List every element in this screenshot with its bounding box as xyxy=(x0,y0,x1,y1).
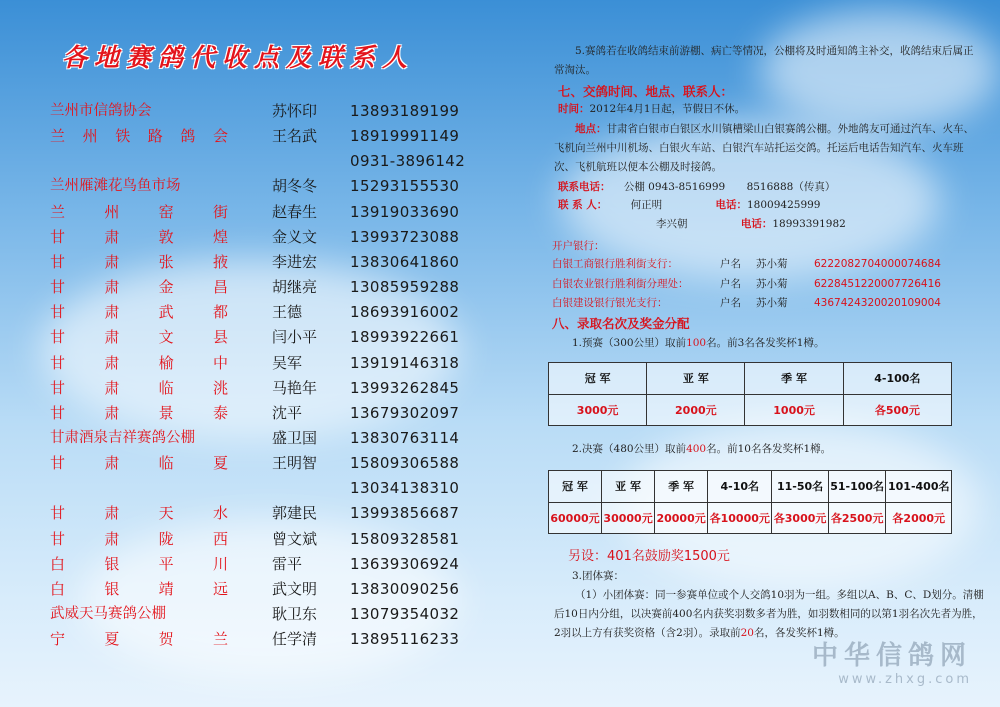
place-char: 景 xyxy=(158,403,174,422)
contact-phone: 13895116233 xyxy=(350,630,460,649)
contact-place xyxy=(50,376,228,401)
contact-place xyxy=(50,250,228,275)
site-watermark xyxy=(812,635,972,687)
place-char: 街 xyxy=(212,202,228,221)
place-char: 临 xyxy=(158,378,174,397)
place-char: 文 xyxy=(158,328,174,347)
contact-place xyxy=(50,451,228,476)
contact-line-1 xyxy=(558,196,988,215)
contact-1-phone-label: 电话： xyxy=(715,199,747,211)
phone-office: 公棚 0943-8516999 xyxy=(623,181,726,193)
contact-row xyxy=(50,577,490,602)
contact-person: 雷平 xyxy=(272,554,303,573)
place-char: 远 xyxy=(212,579,228,598)
contact-person: 郭建民 xyxy=(272,504,318,523)
contact-phone: 13830641860 xyxy=(350,252,460,271)
contact-place xyxy=(50,300,228,325)
contact-row xyxy=(50,426,490,451)
place-char: 敦 xyxy=(158,227,174,246)
place-char: 甘 xyxy=(50,278,66,297)
team-rules-count: 20 xyxy=(740,627,754,639)
prize-header-cell: 101-400名 xyxy=(886,471,952,503)
prize-header-cell: 4-100名 xyxy=(843,363,951,395)
contact-2-phone-label: 电话： xyxy=(740,218,773,230)
prize-value-cell: 各500元 xyxy=(843,394,951,426)
contact-person: 马艳年 xyxy=(272,378,318,397)
place-char: 甘 xyxy=(50,378,66,397)
place-char: 武 xyxy=(158,303,174,322)
time-value: 2012年4月1日起，节假日不休。 xyxy=(589,103,746,115)
contact-place xyxy=(50,275,228,300)
contact-1-phone: 18009425999 xyxy=(747,199,821,211)
contact-place xyxy=(50,501,228,526)
contact-person: 吴军 xyxy=(272,353,303,372)
place-char: 甘 xyxy=(50,504,66,523)
place-char: 兰 xyxy=(50,127,66,146)
place-char: 泰 xyxy=(212,403,228,422)
phone-fax: 8516888（传真） xyxy=(746,181,836,193)
contact-person: 耿卫东 xyxy=(272,605,318,623)
contact-row xyxy=(50,174,490,199)
contact-row xyxy=(50,602,490,627)
place-char: 肃 xyxy=(104,227,120,246)
prize-value-cell: 各2500元 xyxy=(828,502,886,534)
contact-person: 李进宏 xyxy=(272,252,318,271)
watermark-url: www.zhxg.com xyxy=(838,672,972,687)
prize-value-cell: 3000元 xyxy=(549,394,647,426)
place-char: 肃 xyxy=(104,504,120,523)
contact-person: 闫小平 xyxy=(272,328,318,347)
place-block xyxy=(554,120,984,177)
contact-phone: 13034138310 xyxy=(350,479,460,498)
contact-2-name: 李兴朝 xyxy=(656,218,688,230)
place-char: 会 xyxy=(212,127,228,146)
place-char: 天 xyxy=(158,504,174,523)
place-char: 州 xyxy=(82,127,98,146)
place-char: 夏 xyxy=(212,454,228,473)
contact-person: 胡继亮 xyxy=(272,278,318,297)
team-rules-text: （1）小团体赛：同一参赛单位或个人交鸽10羽为一组。多组以A、B、C、D划分。清棚后10日内分组，以决赛前400名内获奖羽数多者为胜，如羽数相同的以第1羽名次先者为胜，2羽以上方有获奖资格（含2羽）。录取前 xyxy=(554,589,984,639)
bank-account: 6228451220007726416 xyxy=(814,277,941,290)
table-row xyxy=(549,471,952,503)
table-row xyxy=(549,394,952,426)
contact-place: 兰州雁滩花鸟鱼市场 xyxy=(50,178,181,195)
prize-header-cell: 亚 军 xyxy=(647,363,745,395)
contact-phone: 18993922661 xyxy=(350,328,460,347)
contact-row xyxy=(50,99,490,124)
bank-row xyxy=(552,275,984,294)
prelim-info-post: 名。前3名各发奖杯1樽。 xyxy=(706,337,825,349)
place-char: 川 xyxy=(212,554,228,573)
contact-person: 胡冬冬 xyxy=(272,177,318,196)
prize-value-cell: 30000元 xyxy=(602,502,655,534)
contact-label: 联 系 人： xyxy=(558,199,608,211)
table-row xyxy=(549,363,952,395)
contact-row xyxy=(50,451,490,476)
contact-phone: 13085959288 xyxy=(350,278,460,297)
prize-value-cell: 各3000元 xyxy=(772,502,828,534)
phone-line xyxy=(558,178,988,197)
place-char: 宁 xyxy=(50,630,66,649)
place-char: 水 xyxy=(212,504,228,523)
place-char: 肃 xyxy=(104,403,120,422)
contact-place xyxy=(50,325,228,350)
contact-phone: 13830763114 xyxy=(350,428,460,447)
bank-account: 4367424320020109004 xyxy=(814,297,941,309)
prelim-info xyxy=(572,334,824,353)
contact-place: 武威天马赛鸽公棚 xyxy=(50,606,166,622)
contact-person: 王德 xyxy=(272,303,303,322)
contact-place xyxy=(50,577,228,602)
place-char: 兰 xyxy=(212,630,228,649)
contact-row xyxy=(50,376,490,401)
place-char: 金 xyxy=(158,278,174,297)
place-char: 肃 xyxy=(104,529,120,548)
rule-5: 5.赛鸽若在收鸽结束前游棚、病亡等情况，公棚将及时通知鸽主补交，收鸽结束后属正常淘汰。 xyxy=(554,45,974,76)
extra-award: 另设：401名鼓励奖1500元 xyxy=(568,549,730,564)
prize-value-cell: 20000元 xyxy=(655,502,708,534)
place-value: 甘肃省白银市白银区水川镇槽梁山白银赛鸽公棚。外地鸽友可通过汽车、火车、飞机向兰州中川机场、白银火车站、白银汽车站托运交鸽。托运后电话告知汽车、火车班次、飞机航班以便本公棚及时接鸽。 xyxy=(554,123,974,173)
bank-holder: 苏小菊 xyxy=(756,258,788,270)
contact-person: 赵春生 xyxy=(272,202,318,221)
place-char: 陇 xyxy=(158,529,174,548)
place-char: 煌 xyxy=(212,227,228,246)
place-char: 甘 xyxy=(50,353,66,372)
final-prize-table xyxy=(548,470,952,534)
contact-place xyxy=(50,124,228,149)
contact-person: 任学清 xyxy=(272,630,318,649)
prize-header-cell: 季 军 xyxy=(655,471,708,503)
page-title: 各地赛鸽代收点及联系人 xyxy=(62,43,415,72)
contact-phone: 13079354032 xyxy=(350,605,460,623)
prize-value-cell: 各10000元 xyxy=(708,502,772,534)
place-char: 都 xyxy=(212,303,228,322)
bank-holder: 苏小菊 xyxy=(756,277,788,290)
contact-phone: 15809306588 xyxy=(350,454,460,473)
prize-value-cell: 各2000元 xyxy=(886,502,952,534)
place-char: 肃 xyxy=(104,278,120,297)
time-label: 时间： xyxy=(558,103,590,115)
contact-place xyxy=(50,351,228,376)
contact-place xyxy=(50,627,228,652)
final-info xyxy=(572,440,831,459)
bank-account: 6222082704000074684 xyxy=(814,258,941,270)
prize-header-cell: 11-50名 xyxy=(772,471,828,503)
contact-person: 沈平 xyxy=(272,403,303,422)
place-char: 甘 xyxy=(50,252,66,271)
contact-place xyxy=(50,552,228,577)
place-char: 夏 xyxy=(104,630,120,649)
place-char: 贺 xyxy=(158,630,174,649)
contact-phone: 13919146318 xyxy=(350,353,460,372)
prize-value-cell: 60000元 xyxy=(549,502,602,534)
contact-place xyxy=(50,527,228,552)
bank-row xyxy=(552,255,984,274)
place-char: 州 xyxy=(104,202,120,221)
bank-holder-label: 户名 xyxy=(720,277,741,290)
section-7-title: 七、交鸽时间、地点、联系人： xyxy=(558,84,734,99)
contact-phone: 0931-3896142 xyxy=(350,152,466,171)
place-char: 昌 xyxy=(212,278,228,297)
place-char: 临 xyxy=(158,454,174,473)
contact-place xyxy=(50,225,228,250)
place-char: 肃 xyxy=(104,378,120,397)
place-char: 银 xyxy=(104,554,120,573)
place-char: 肃 xyxy=(104,353,120,372)
time-line xyxy=(558,100,988,119)
contact-row xyxy=(50,401,490,426)
contact-row xyxy=(50,527,490,552)
contact-place xyxy=(50,401,228,426)
final-info-post: 名。前10名各发奖杯1樽。 xyxy=(706,443,832,455)
contact-row xyxy=(50,225,490,250)
contact-person: 金义文 xyxy=(272,227,318,246)
contact-person: 曾文斌 xyxy=(272,529,318,548)
contact-phone: 18919991149 xyxy=(350,127,460,146)
prize-header-cell: 4-10名 xyxy=(708,471,772,503)
place-char: 兰 xyxy=(50,202,66,221)
place-char: 甘 xyxy=(50,227,66,246)
contact-2-phone: 18993391982 xyxy=(772,218,846,230)
contact-row xyxy=(50,149,490,174)
place-char: 路 xyxy=(147,127,163,146)
prize-header-cell: 亚 军 xyxy=(602,471,655,503)
place-char: 甘 xyxy=(50,303,66,322)
contact-phone: 13893189199 xyxy=(350,102,460,120)
contact-phone: 13830090256 xyxy=(350,579,460,598)
place-char: 窑 xyxy=(158,202,174,221)
contact-row xyxy=(50,501,490,526)
place-char: 西 xyxy=(212,529,228,548)
contact-row xyxy=(50,300,490,325)
contact-phone: 13639306924 xyxy=(350,554,460,573)
contact-phone: 15809328581 xyxy=(350,529,460,548)
place-char: 肃 xyxy=(104,303,120,322)
final-info-count: 400 xyxy=(686,443,707,455)
contact-row xyxy=(50,200,490,225)
bank-holder: 苏小菊 xyxy=(756,297,788,309)
contact-row xyxy=(50,250,490,275)
place-char: 靖 xyxy=(158,579,174,598)
contact-person: 武文明 xyxy=(272,579,318,598)
prize-header-cell: 冠 军 xyxy=(549,471,602,503)
contact-row xyxy=(50,351,490,376)
watermark-cn: 中华信鸽网 xyxy=(811,641,972,671)
bank-row xyxy=(552,294,984,313)
contact-person: 盛卫国 xyxy=(272,428,318,447)
final-info-pre: 2.决赛（480公里）取前 xyxy=(572,443,687,455)
place-char: 县 xyxy=(212,328,228,347)
team-rules-post: 名，各发奖杯1樽。 xyxy=(754,627,845,639)
bank-name: 白银工商银行胜利街支行： xyxy=(552,258,678,270)
place-char: 肃 xyxy=(104,454,120,473)
place-char: 掖 xyxy=(212,252,228,271)
contact-place: 兰州市信鸽协会 xyxy=(50,103,152,119)
place-char: 张 xyxy=(158,252,174,271)
contact-place: 甘肃酒泉吉祥赛鸽公棚 xyxy=(50,429,195,446)
prize-value-cell: 1000元 xyxy=(745,394,843,426)
contact-phone: 18693916002 xyxy=(350,303,460,322)
place-char: 白 xyxy=(50,579,66,598)
place-char: 榆 xyxy=(158,353,174,372)
place-char: 白 xyxy=(50,554,66,573)
table-row xyxy=(549,502,952,534)
prize-header-cell: 51-100名 xyxy=(828,471,886,503)
contact-phone: 13919033690 xyxy=(350,202,460,221)
team-title: 3.团体赛： xyxy=(572,570,625,582)
contact-phone: 13993262845 xyxy=(350,378,460,397)
place-char: 甘 xyxy=(50,529,66,548)
place-char: 甘 xyxy=(50,328,66,347)
phone-label: 联系电话： xyxy=(558,181,611,193)
contact-row xyxy=(50,275,490,300)
bank-title: 开户银行： xyxy=(552,240,605,252)
contact-person: 苏怀印 xyxy=(272,102,318,120)
contact-phone: 13993856687 xyxy=(350,504,460,523)
prelim-info-count: 100 xyxy=(686,337,707,349)
contact-phone: 15293155530 xyxy=(350,177,460,196)
place-char: 洮 xyxy=(212,378,228,397)
contact-row xyxy=(50,476,490,501)
contact-1-name: 何正明 xyxy=(630,199,663,211)
place-char: 鸽 xyxy=(180,127,196,146)
bank-holder-label: 户名 xyxy=(720,297,741,309)
place-char: 平 xyxy=(158,554,174,573)
place-char: 银 xyxy=(104,579,120,598)
prize-header-cell: 冠 军 xyxy=(549,363,647,395)
prize-header-cell: 季 军 xyxy=(745,363,843,395)
contact-place xyxy=(50,200,228,225)
contact-row xyxy=(50,627,490,652)
place-char: 铁 xyxy=(115,127,131,146)
section-8-title: 八、录取名次及奖金分配 xyxy=(552,316,690,331)
contact-phone: 13993723088 xyxy=(350,227,460,246)
place-label: 地点： xyxy=(575,123,607,135)
bank-name: 白银农业银行胜利街分理处： xyxy=(552,277,689,290)
contact-person: 王名武 xyxy=(272,127,318,146)
prelim-prize-table xyxy=(548,362,952,426)
place-char: 甘 xyxy=(50,403,66,422)
place-char: 甘 xyxy=(50,454,66,473)
prize-value-cell: 2000元 xyxy=(647,394,745,426)
right-page xyxy=(518,0,988,707)
contact-row xyxy=(50,552,490,577)
contact-phone: 13679302097 xyxy=(350,403,460,422)
contact-person: 王明智 xyxy=(272,454,318,473)
prelim-info-pre: 1.预赛（300公里）取前 xyxy=(572,337,687,349)
contact-row xyxy=(50,124,490,149)
place-char: 中 xyxy=(212,353,228,372)
bank-holder-label: 户名 xyxy=(720,258,741,270)
contact-row xyxy=(50,325,490,350)
place-char: 肃 xyxy=(104,328,120,347)
contact-line-2 xyxy=(558,215,988,234)
bank-name: 白银建设银行银光支行： xyxy=(552,297,668,309)
place-char: 肃 xyxy=(104,252,120,271)
